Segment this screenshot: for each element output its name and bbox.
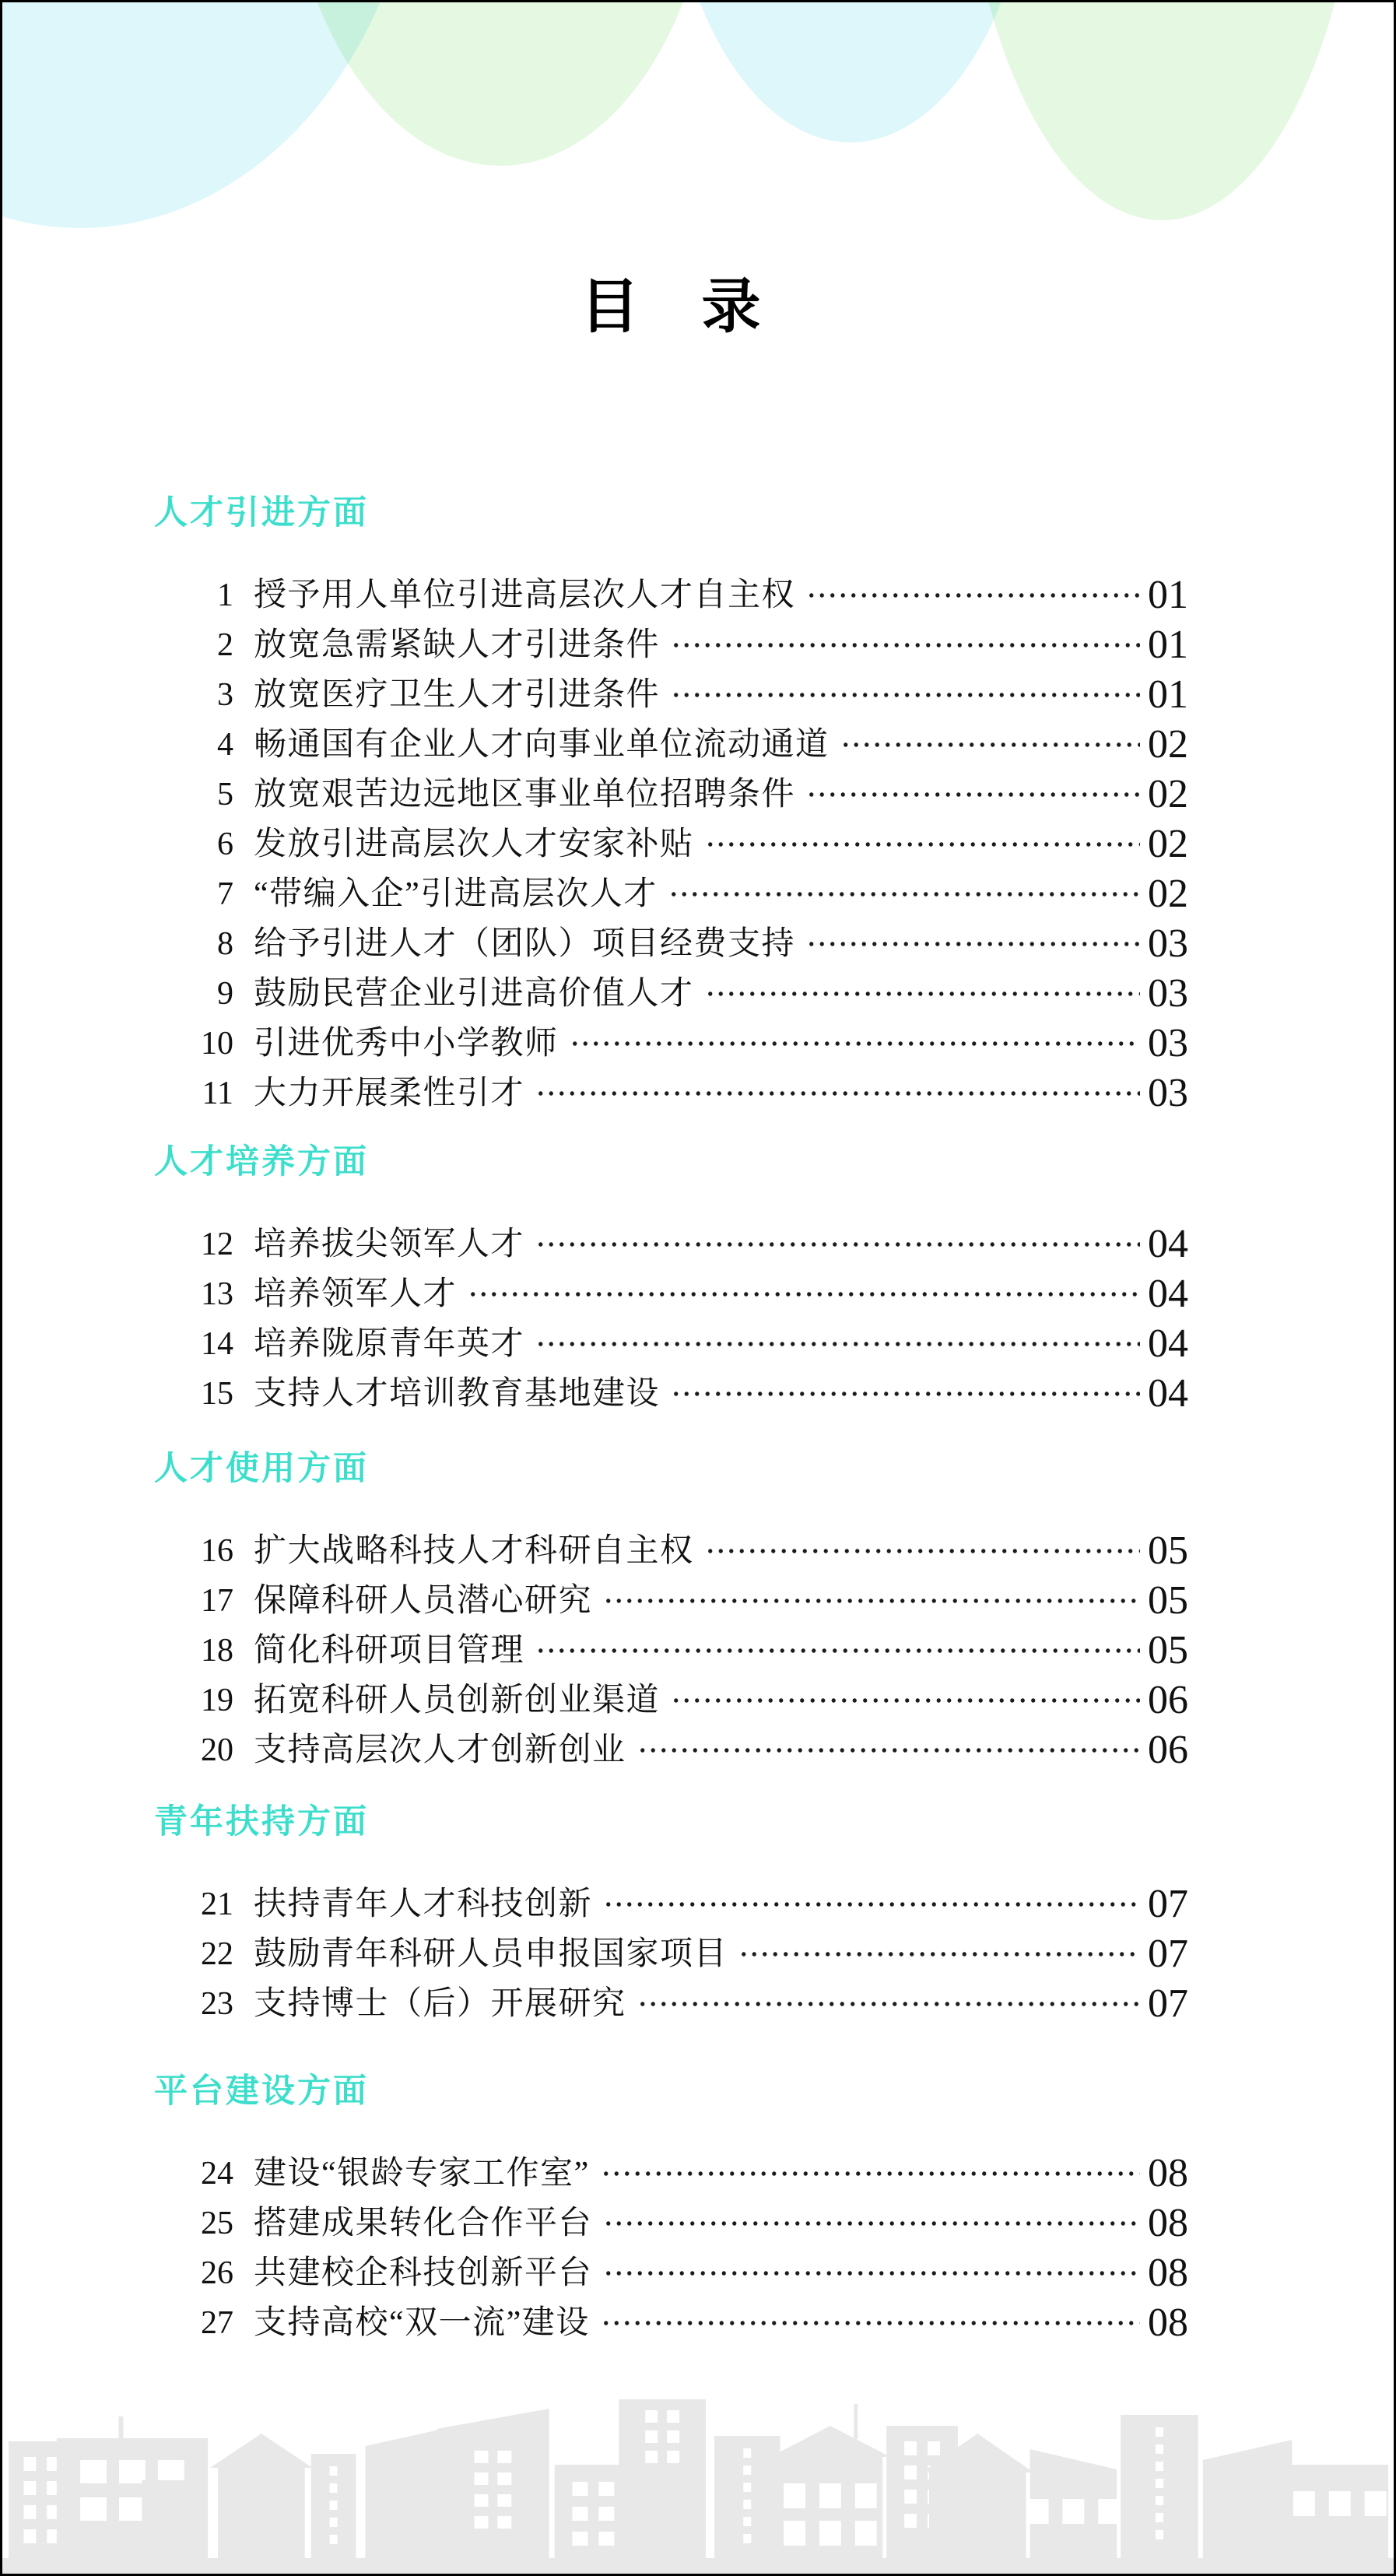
toc-row (193, 2298, 1188, 2348)
decor-ellipse-cyan-2 (664, 0, 1037, 142)
toc-item-title: 扶持青年人才科技创新 (254, 1886, 593, 1922)
toc-row (193, 969, 1188, 1019)
dot-leader-graphic (535, 1319, 1140, 1369)
toc-item-title: 培养拔尖领军人才 (254, 1227, 525, 1262)
page-number: 02 (1148, 772, 1188, 816)
toc-item-title: 支持人才培训教育基地建设 (254, 1376, 661, 1412)
page-number: 01 (1148, 573, 1188, 617)
page-number: 07 (1148, 1882, 1188, 1926)
toc-item-number: 9 (217, 976, 233, 1012)
toc-item-title: 畅通国有企业人才向事业单位流动通道 (254, 727, 830, 763)
dot-leader-graphic (806, 570, 1140, 620)
dot-leader-graphic (570, 1019, 1140, 1069)
dot-leader-graphic (603, 2248, 1140, 2298)
toc-item-number: 14 (201, 1326, 233, 1362)
dot-leader-graphic (603, 1576, 1140, 1626)
toc-row (193, 770, 1188, 819)
page-number: 03 (1148, 921, 1188, 966)
toc-item-number: 3 (217, 677, 233, 713)
toc-section-heading: 平台建设方面 (154, 2072, 369, 2110)
toc-item-title: 鼓励民营企业引进高价值人才 (254, 976, 694, 1012)
dot-leader-graphic (668, 869, 1140, 919)
toc-item-number: 13 (201, 1276, 233, 1312)
toc-item-title: 培养领军人才 (254, 1276, 458, 1312)
toc-item-number: 26 (201, 2255, 233, 2291)
toc-row (193, 1879, 1188, 1929)
toc-item-number: 7 (217, 876, 233, 912)
page-number: 03 (1148, 1071, 1188, 1115)
dot-leader-graphic (535, 1626, 1140, 1676)
toc-section (154, 496, 1188, 1118)
page-number: 02 (1148, 822, 1188, 866)
toc-row (193, 1626, 1188, 1676)
page-number: 02 (1148, 872, 1188, 916)
page-number: 01 (1148, 672, 1188, 717)
toc-section (154, 1805, 1188, 2029)
dot-leader-graphic (671, 620, 1140, 670)
toc-item-title: 共建校企科技创新平台 (254, 2255, 593, 2291)
toc-item-title: 支持高校“双一流”建设 (254, 2305, 590, 2341)
toc-row (193, 2149, 1188, 2199)
toc-section-heading: 青年扶持方面 (154, 1803, 369, 1841)
toc-row (193, 2199, 1188, 2248)
decor-ellipse-green-2 (959, 0, 1364, 220)
dot-leader-graphic (671, 1369, 1140, 1419)
toc-item-number: 24 (201, 2156, 233, 2192)
toc-section-heading: 人才引进方面 (154, 494, 369, 532)
toc-row (193, 1019, 1188, 1069)
toc-item-title: 建设“银龄专家工作室” (254, 2156, 590, 2192)
dot-leader-graphic (637, 1725, 1140, 1775)
page-number: 07 (1148, 1932, 1188, 1976)
page-number: 06 (1148, 1728, 1188, 1772)
toc-row (193, 1269, 1188, 1319)
dot-leader-graphic (603, 1879, 1140, 1929)
toc-row (193, 869, 1188, 919)
dot-leader-graphic (705, 1526, 1140, 1576)
toc-row (193, 819, 1188, 869)
toc-row (193, 1526, 1188, 1576)
page-number: 07 (1148, 1981, 1188, 2026)
dot-leader-graphic (806, 770, 1140, 819)
toc-section (154, 1451, 1188, 1775)
toc-item-title: 搭建成果转化合作平台 (254, 2206, 593, 2241)
toc-row (193, 620, 1188, 670)
toc-item-number: 5 (217, 777, 233, 812)
page-number: 03 (1148, 1021, 1188, 1065)
toc-row (193, 1576, 1188, 1626)
toc-item-title: 扩大战略科技人才科研自主权 (254, 1533, 694, 1569)
toc-item-number: 4 (217, 727, 233, 763)
toc-item-title: 放宽急需紧缺人才引进条件 (254, 627, 661, 663)
toc-row (193, 1319, 1188, 1369)
toc-item-number: 16 (201, 1533, 233, 1569)
toc-item-number: 27 (201, 2305, 233, 2341)
toc-item-number: 17 (201, 1583, 233, 1619)
page-number: 08 (1148, 2151, 1188, 2195)
toc-row (193, 670, 1188, 720)
page-number: 08 (1148, 2251, 1188, 2295)
dot-leader-graphic (603, 2199, 1140, 2248)
toc-row (193, 2248, 1188, 2298)
page-number: 04 (1148, 1321, 1188, 1366)
toc-row (193, 1676, 1188, 1725)
toc-item-number: 1 (217, 577, 233, 613)
page-number: 08 (1148, 2201, 1188, 2245)
city-skyline-graphic (2, 2393, 1394, 2574)
toc-row (193, 720, 1188, 770)
toc-row (193, 1979, 1188, 2029)
toc-item-title: 支持高层次人才创新创业 (254, 1732, 626, 1768)
toc-row (193, 919, 1188, 969)
toc-item-number: 8 (217, 926, 233, 962)
dot-leader-graphic (535, 1220, 1140, 1269)
page-number: 05 (1148, 1578, 1188, 1623)
toc-item-title: 放宽艰苦边远地区事业单位招聘条件 (254, 777, 796, 812)
toc-item-title: 放宽医疗卫生人才引进条件 (254, 677, 661, 713)
toc-section (154, 1145, 1188, 1419)
toc-section-heading: 人才使用方面 (154, 1450, 369, 1487)
toc-item-title: “带编入企”引进高层次人才 (254, 876, 658, 912)
page-number: 02 (1148, 722, 1188, 767)
toc-row (193, 1929, 1188, 1979)
toc-item-title: 引进优秀中小学教师 (254, 1026, 559, 1062)
toc-item-number: 2 (217, 627, 233, 663)
dot-leader-graphic (840, 720, 1140, 770)
toc-row (193, 1369, 1188, 1419)
toc-item-number: 10 (201, 1026, 233, 1062)
dot-leader-graphic (806, 919, 1140, 969)
dot-leader-graphic (535, 1069, 1140, 1118)
toc-row (193, 1069, 1188, 1118)
page-number: 06 (1148, 1678, 1188, 1722)
page-number: 03 (1148, 971, 1188, 1016)
dot-leader-graphic (671, 670, 1140, 720)
toc-section-heading: 人才培养方面 (154, 1143, 369, 1181)
toc-item-title: 给予引进人才（团队）项目经费支持 (254, 926, 796, 962)
dot-leader-graphic (637, 1979, 1140, 2029)
toc-section (154, 2074, 1188, 2348)
dot-leader-graphic (468, 1269, 1140, 1319)
toc-item-title: 拓宽科研人员创新创业渠道 (254, 1683, 661, 1718)
toc-item-number: 23 (201, 1986, 233, 2022)
dot-leader-graphic (601, 2298, 1140, 2348)
toc-item-number: 18 (201, 1633, 233, 1669)
toc-item-title: 发放引进高层次人才安家补贴 (254, 826, 694, 862)
toc-item-number: 15 (201, 1376, 233, 1412)
decor-ellipse-green-1 (282, 0, 718, 166)
dot-leader-graphic (705, 819, 1140, 869)
toc-item-number: 6 (217, 826, 233, 862)
toc-row (193, 570, 1188, 620)
toc-row (193, 1725, 1188, 1775)
toc-item-title: 简化科研项目管理 (254, 1633, 525, 1669)
page-number: 04 (1148, 1371, 1188, 1416)
page-number: 04 (1148, 1222, 1188, 1266)
toc-item-title: 大力开展柔性引才 (254, 1076, 525, 1111)
toc-item-number: 11 (202, 1076, 233, 1111)
toc-item-title: 支持博士（后）开展研究 (254, 1986, 626, 2022)
page-number: 01 (1148, 623, 1188, 667)
toc-item-number: 20 (201, 1732, 233, 1768)
dot-leader-graphic (671, 1676, 1140, 1725)
dot-leader-graphic (601, 2149, 1140, 2199)
page-number: 05 (1148, 1528, 1188, 1573)
toc-item-number: 25 (201, 2206, 233, 2241)
toc-item-title: 鼓励青年科研人员申报国家项目 (254, 1936, 728, 1972)
toc-content (2, 276, 1394, 2348)
page-number: 05 (1148, 1628, 1188, 1672)
page-number: 08 (1148, 2301, 1188, 2345)
toc-item-number: 21 (201, 1886, 233, 1922)
dot-leader-graphic (705, 969, 1140, 1019)
toc-item-title: 保障科研人员潜心研究 (254, 1583, 593, 1619)
page-number: 04 (1148, 1272, 1188, 1316)
toc (154, 496, 1188, 2348)
toc-item-number: 19 (201, 1683, 233, 1718)
dot-leader-graphic (738, 1929, 1140, 1979)
toc-row (193, 1220, 1188, 1269)
toc-item-title: 授予用人单位引进高层次人才自主权 (254, 577, 796, 613)
toc-item-title: 培养陇原青年英才 (254, 1326, 525, 1362)
toc-item-number: 12 (201, 1227, 233, 1262)
page-title: 目 录 (580, 274, 763, 340)
toc-item-number: 22 (201, 1936, 233, 1972)
